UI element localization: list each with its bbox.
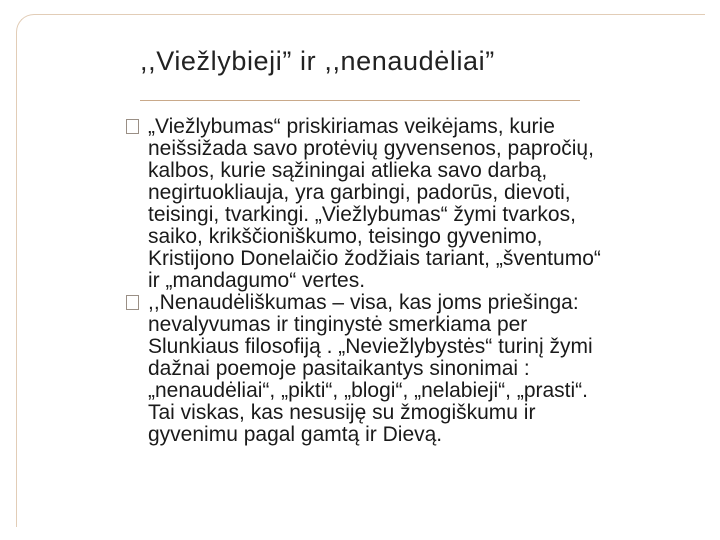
bullet-line: ,,Nenaudėliškumas – visa, kas joms priešinga:	[148, 291, 579, 314]
bullet-line: negirtuokliauja, yra garbingi, padorūs, dievoti,	[148, 181, 571, 204]
hollow-square-bullet-icon	[126, 119, 139, 134]
bullet-paragraph-1	[124, 116, 684, 292]
bullet-line: kalbos, kurie sąžiningai atlieka savo darbą,	[148, 159, 548, 182]
title-divider	[140, 100, 580, 101]
bullet-line: dažnai poemoje pasitaikantys sinonimai :	[148, 357, 530, 380]
bullet-line: ir „mandagumo“ vertes.	[148, 269, 366, 292]
bullet-line: neišsižada savo protėvių gyvensenos, papročių,	[148, 137, 594, 160]
bullet-line: teisingi, tvarkingi. „Viežlybumas“ žymi tvarkos,	[148, 203, 576, 226]
bullet-line: Kristijono Donelaičio žodžiais tariant, „šventumo“	[148, 247, 601, 270]
bullet-paragraph-2	[124, 292, 684, 446]
bullet-line: nevalyvumas ir tinginystė smerkiama per	[148, 313, 528, 336]
bullet-line: Tai viskas, kas nesusiję su žmogiškumu ir	[148, 401, 536, 424]
bullet-line: gyvenimu pagal gamtą ir Dievą.	[148, 423, 443, 446]
hollow-square-bullet-icon	[126, 295, 139, 310]
slide-body	[124, 116, 684, 446]
slide-title: ,,Viežlybieji” ir ,,nenaudėliai”	[140, 46, 495, 76]
bullet-line: saiko, krikščioniškumo, teisingo gyvenimo,	[148, 225, 543, 248]
bullet-line: Slunkiaus filosofiją . „Neviežlybystės“ turinį žymi	[148, 335, 593, 358]
bullet-line: „Viežlybumas“ priskiriamas veikėjams, kurie	[148, 115, 555, 138]
bullet-line: „nenaudėliai“, „pikti“, „blogi“, „nelabieji“, „prasti“.	[148, 379, 588, 402]
